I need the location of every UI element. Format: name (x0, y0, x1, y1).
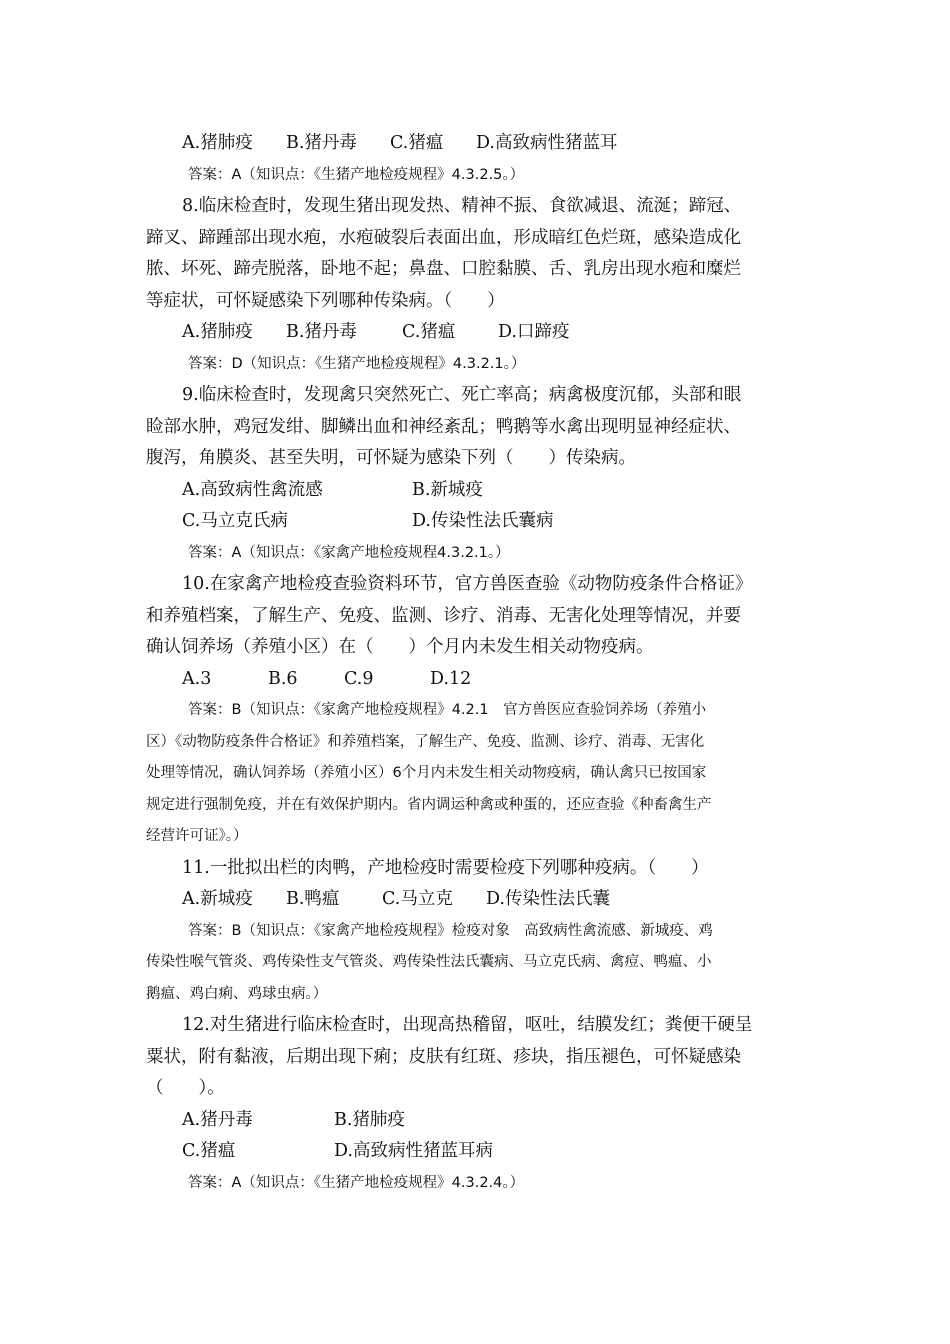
q7-options (146, 128, 808, 160)
q8-options (146, 317, 808, 349)
q7-option-b: B.猪丹毒 (286, 133, 357, 153)
q11-option-c: C.马立克 (382, 889, 453, 909)
q12-text-line-2: 粟状，附有黏液，后期出现下痢；皮肤有红斑、疹块，指压褪色，可怀疑感染 (146, 1046, 741, 1067)
q12-options-row-1 (146, 1105, 808, 1137)
q8-option-a: A.猪肺疫 (182, 322, 253, 342)
q8-answer: 答案：D（知识点：《生猪产地检疫规程》4.3.2.1。） (188, 355, 526, 372)
q11-text-line-1: 11.一批拟出栏的肉鸭，产地检疫时需要检疫下列哪种疫病。（ ） (182, 857, 709, 878)
q10-text-line-1: 10.在家禽产地检疫查验资料环节，官方兽医查验《动物防疫条件合格证》 (182, 574, 753, 594)
q12-option-b: B.猪肺疫 (334, 1109, 405, 1130)
q9-text-line-3: 腹泻，角膜炎、甚至失明，可怀疑为感染下列（ ）传染病。 (146, 448, 636, 468)
q12-option-d: D.高致病性猪蓝耳病 (334, 1141, 493, 1161)
q12-text-line-1: 12.对生猪进行临床检查时，出现高热稽留，呕吐，结膜发红；粪便干硬呈 (182, 1015, 753, 1035)
q11-answer-line-3: 鹅瘟、鸡白痢、鸡球虫病。） (146, 985, 328, 1002)
q10-option-d: D.12 (430, 668, 472, 689)
q11-option-a: A.新城疫 (182, 889, 253, 909)
q9-option-a: A.高致病性禽流感 (182, 479, 323, 500)
q9-option-c: C.马立克氏病 (182, 511, 288, 531)
q10-option-b: B.6 (268, 668, 298, 689)
q11-answer-line-2: 传染性喉气管炎、鸡传染性支气管炎、鸡传染性法氏囊病、马立克氏病、禽痘、鸭瘟、小 (146, 954, 712, 970)
q11-option-b: B.鸭瘟 (286, 889, 340, 909)
q8-option-b: B.猪丹毒 (286, 322, 357, 342)
q7-option-c: C.猪瘟 (390, 133, 444, 153)
q8-text-line-3: 脓、坏死、蹄壳脱落，卧地不起；鼻盘、口腔黏膜、舌、乳房出现水疱和糜烂 (146, 259, 741, 279)
q10-answer-line-5: 经营许可证》。） (146, 828, 248, 844)
q9-options-row-2 (146, 506, 808, 538)
q10-answer-line-1: 答案：B（知识点：《家禽产地检疫规程》4.2.1 官方兽医应查验饲养场（养殖小 (188, 702, 707, 718)
q10-answer-line-4: 规定进行强制免疫，并在有效保护期内。省内调运种禽或种蛋的，还应查验《种畜禽生产 (146, 796, 712, 813)
q8-text-line-4: 等症状，可怀疑感染下列哪种传染病。（ ） (146, 290, 505, 311)
q12-option-a: A.猪丹毒 (182, 1109, 253, 1130)
q9-text-line-2: 睑部水肿，鸡冠发绀、脚鳞出血和神经紊乱；鸭鹅等水禽出现明显神经症状、 (146, 416, 741, 437)
q12-option-c: C.猪瘟 (182, 1141, 236, 1161)
q10-option-c: C.9 (344, 668, 374, 689)
q10-text-line-3: 确认饲养场（养殖小区）在（ ）个月内未发生相关动物疫病。 (146, 637, 654, 657)
q10-answer-line-2: 区）《动物防疫条件合格证》和养殖档案，了解生产、免疫、监测、诊疗、消毒、无害化 (146, 733, 705, 750)
document-content (146, 128, 808, 1199)
q8-option-c: C.猪瘟 (402, 322, 456, 342)
q11-options (146, 884, 808, 916)
q7-option-a: A.猪肺疫 (182, 133, 253, 153)
q12-options-row-2 (146, 1136, 808, 1168)
q8-option-d: D.口蹄疫 (498, 322, 570, 342)
q7-answer: 答案：A（知识点：《生猪产地检疫规程》4.3.2.5。） (188, 166, 525, 183)
q7-option-d: D.高致病性猪蓝耳 (476, 133, 618, 153)
q8-text-line-1: 8.临床检查时，发现生猪出现发热、精神不振、食欲减退、流涎；蹄冠、 (182, 196, 742, 216)
q11-option-d: D.传染性法氏囊 (486, 889, 610, 909)
q8-text-line-2: 蹄叉、蹄踵部出现水疱，水疱破裂后表面出血，形成暗红色烂斑，感染造成化 (146, 227, 741, 248)
q9-text-line-1: 9.临床检查时，发现禽只突然死亡、死亡率高；病禽极度沉郁，头部和眼 (182, 385, 742, 405)
q12-answer: 答案：A（知识点：《生猪产地检疫规程》4.3.2.4。） (188, 1174, 525, 1191)
q10-option-a: A.3 (182, 668, 212, 689)
q9-option-b: B.新城疫 (412, 479, 483, 500)
q10-options (146, 664, 808, 696)
q11-answer-line-1: 答案：B（知识点：《家禽产地检疫规程》检疫对象 高致病性禽流感、新城疫、鸡 (188, 922, 713, 939)
q9-option-d: D.传染性法氏囊病 (412, 511, 554, 531)
q10-answer-line-3: 处理等情况，确认饲养场（养殖小区）6个月内未发生相关动物疫病，确认禽只已按国家 (146, 765, 707, 781)
q9-answer: 答案：A（知识点：《家禽产地检疫规程4.3.2.1。） (188, 544, 510, 561)
q12-text-line-3: （ ）。 (146, 1078, 225, 1098)
q10-text-line-2: 和养殖档案，了解生产、免疫、监测、诊疗、消毒、无害化处理等情况，并要 (146, 605, 741, 626)
q9-options-row-1 (146, 475, 808, 507)
